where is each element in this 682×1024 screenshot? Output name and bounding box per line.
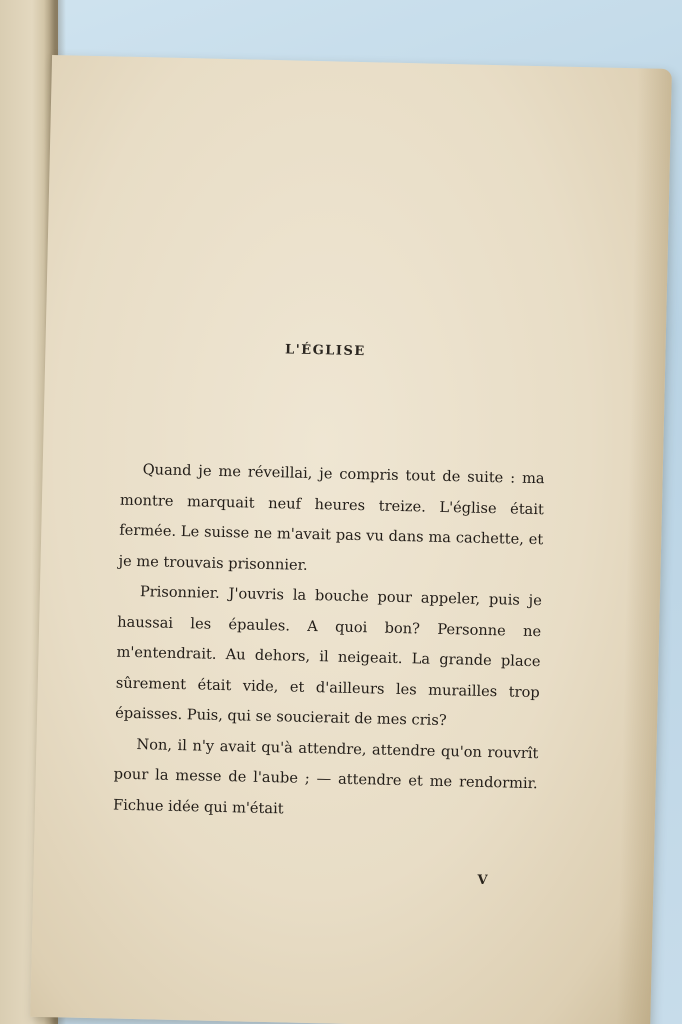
signature-mark: V xyxy=(477,872,488,889)
paragraph: Quand je me réveillai, je compris tout de suite : ma montre marquait neuf heures treize. L'église était fermée. Le suisse ne m'avait pas vu dans ma cachette, et je me trouvais prisonnier. xyxy=(118,461,545,574)
chapter-title: L'ÉGLISE xyxy=(284,342,366,360)
page-edge-shading xyxy=(616,68,672,1024)
paragraph: Non, il n'y avait qu'à attendre, attendre qu'on rouvrît pour la messe de l'aube ; — attendre et me rendormir. Fichue idée qui m'était xyxy=(112,735,539,817)
paragraph: Prisonnier. J'ouvris la bouche pour appeler, puis je haussai les épaules. A quoi bon? Personne ne m'entendrait. Au dehors, il neigeait. La grande place sûrement était vide, et d'ailleurs les murailles trop épaisses. Puis, qui se soucierait de mes cris? xyxy=(114,583,543,730)
book-page xyxy=(30,55,672,1024)
page-body-text xyxy=(113,455,545,831)
